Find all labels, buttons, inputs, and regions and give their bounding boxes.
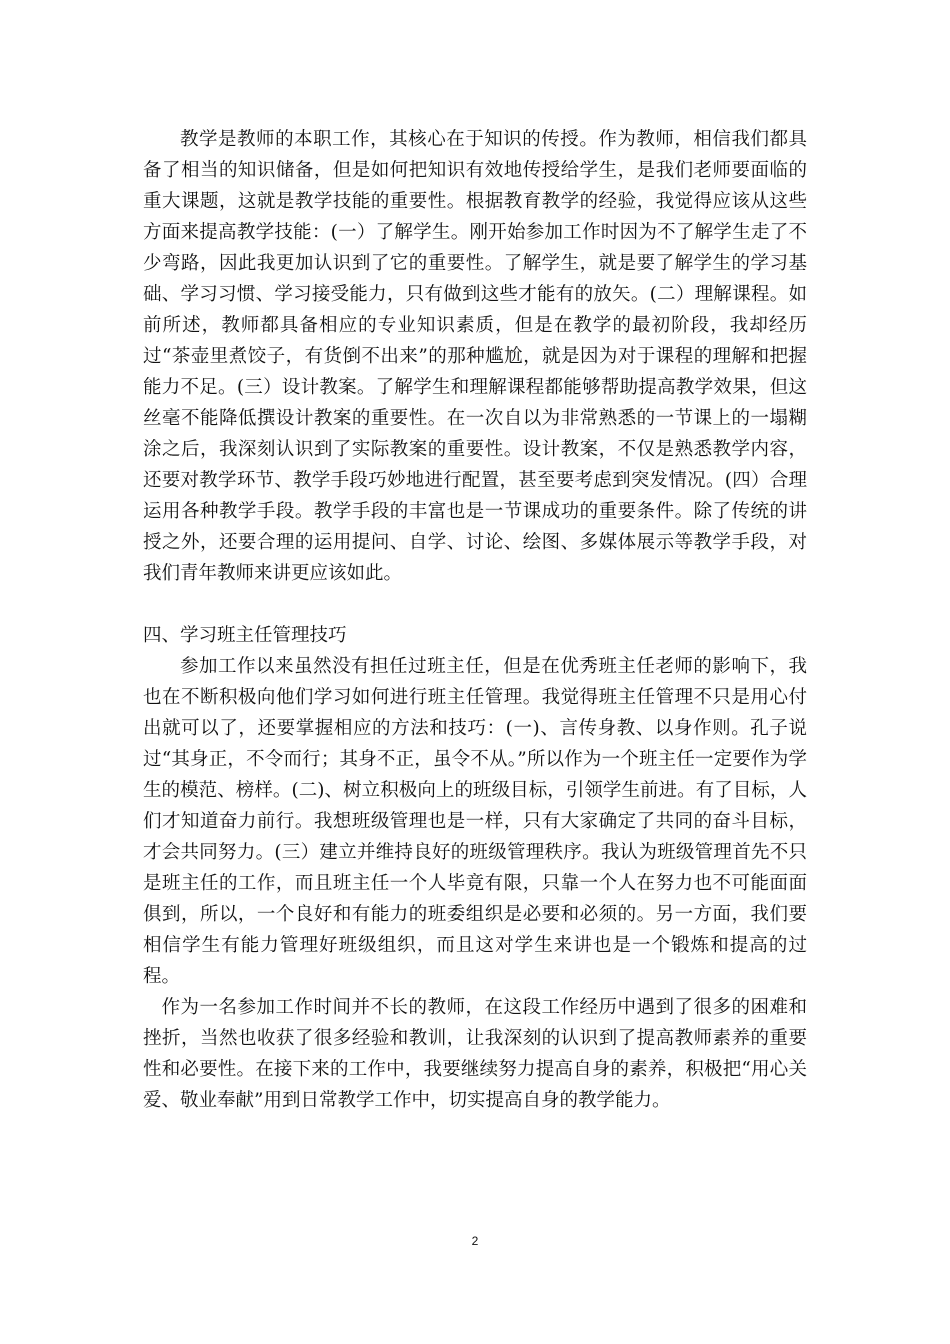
paragraph-teaching-skills: 教学是教师的本职工作，其核心在于知识的传授。作为教师，相信我们都具备了相当的知识储备，但是如何把知识有效地传授给学生，是我们老师要面临的重大课题，这就是教学技能的重要性。根据教育教学的经验，我觉得应该从这些方面来提高教学技能：(一）了解学生。刚开始参加工作时因为不了解学生走了不少弯路，因此我更加认识到了它的重要性。了解学生，就是要了解学生的学习基础、学习习惯、学习接受能力，只有做到这些才能有的放矢。(二）理解课程。如前所述，教师都具备相应的专业知识素质，但是在教学的最初阶段，我却经历过“茶壶里煮饺子，有货倒不出来”的那种尴尬，就是因为对于课程的理解和把握能力不足。(三）设计教案。了解学生和理解课程都能够帮助提高教学效果，但这丝毫不能降低撰设计教案的重要性。在一次自以为非常熟悉的一节课上的一塌糊涂之后，我深刻认识到了实际教案的重要性。设计教案，不仅是熟悉教学内容，还要对教学环节、教学手段巧妙地进行配置，甚至要考虑到突发情况。(四）合理运用各种教学手段。教学手段的丰富也是一节课成功的重要条件。除了传统的讲授之外，还要合理的运用提问、自学、讨论、绘图、多媒体展示等教学手段，对我们青年教师来讲更应该如此。 [143, 129, 807, 584]
document-body [143, 124, 807, 1116]
paragraph-conclusion: 作为一名参加工作时间并不长的教师，在这段工作经历中遇到了很多的困难和挫折，当然也收获了很多经验和教训，让我深刻的认识到了提高教师素养的重要性和必要性。在接下来的工作中，我要继续努力提高自身的素养，积极把“用心关爱、敬业奉献”用到日常教学工作中，切实提高自身的教学能力。 [143, 997, 807, 1111]
paragraph-class-management: 参加工作以来虽然没有担任过班主任，但是在优秀班主任老师的影响下，我也在不断积极向他们学习如何进行班主任管理。我觉得班主任管理不只是用心付出就可以了，还要掌握相应的方法和技巧：(一)、言传身教、以身作则。孔子说过“其身正，不令而行；其身不正，虽令不从。”所以作为一个班主任一定要作为学生的模范、榜样。(二)、树立积极向上的班级目标，引领学生前进。有了目标，人们才知道奋力前行。我想班级管理也是一样，只有大家确定了共同的奋斗目标，才会共同努力。(三）建立并维持良好的班级管理秩序。我认为班级管理首先不只是班主任的工作，而且班主任一个人毕竟有限，只靠一个人在努力也不可能面面俱到，所以，一个良好和有能力的班委组织是必要和必须的。另一方面，我们要相信学生有能力管理好班级组织，而且这对学生来讲也是一个锻炼和提高的过程。 [143, 656, 807, 987]
page-number: 2 [471, 1234, 479, 1248]
section-heading-class-management: 四、学习班主任管理技巧 [143, 625, 347, 646]
